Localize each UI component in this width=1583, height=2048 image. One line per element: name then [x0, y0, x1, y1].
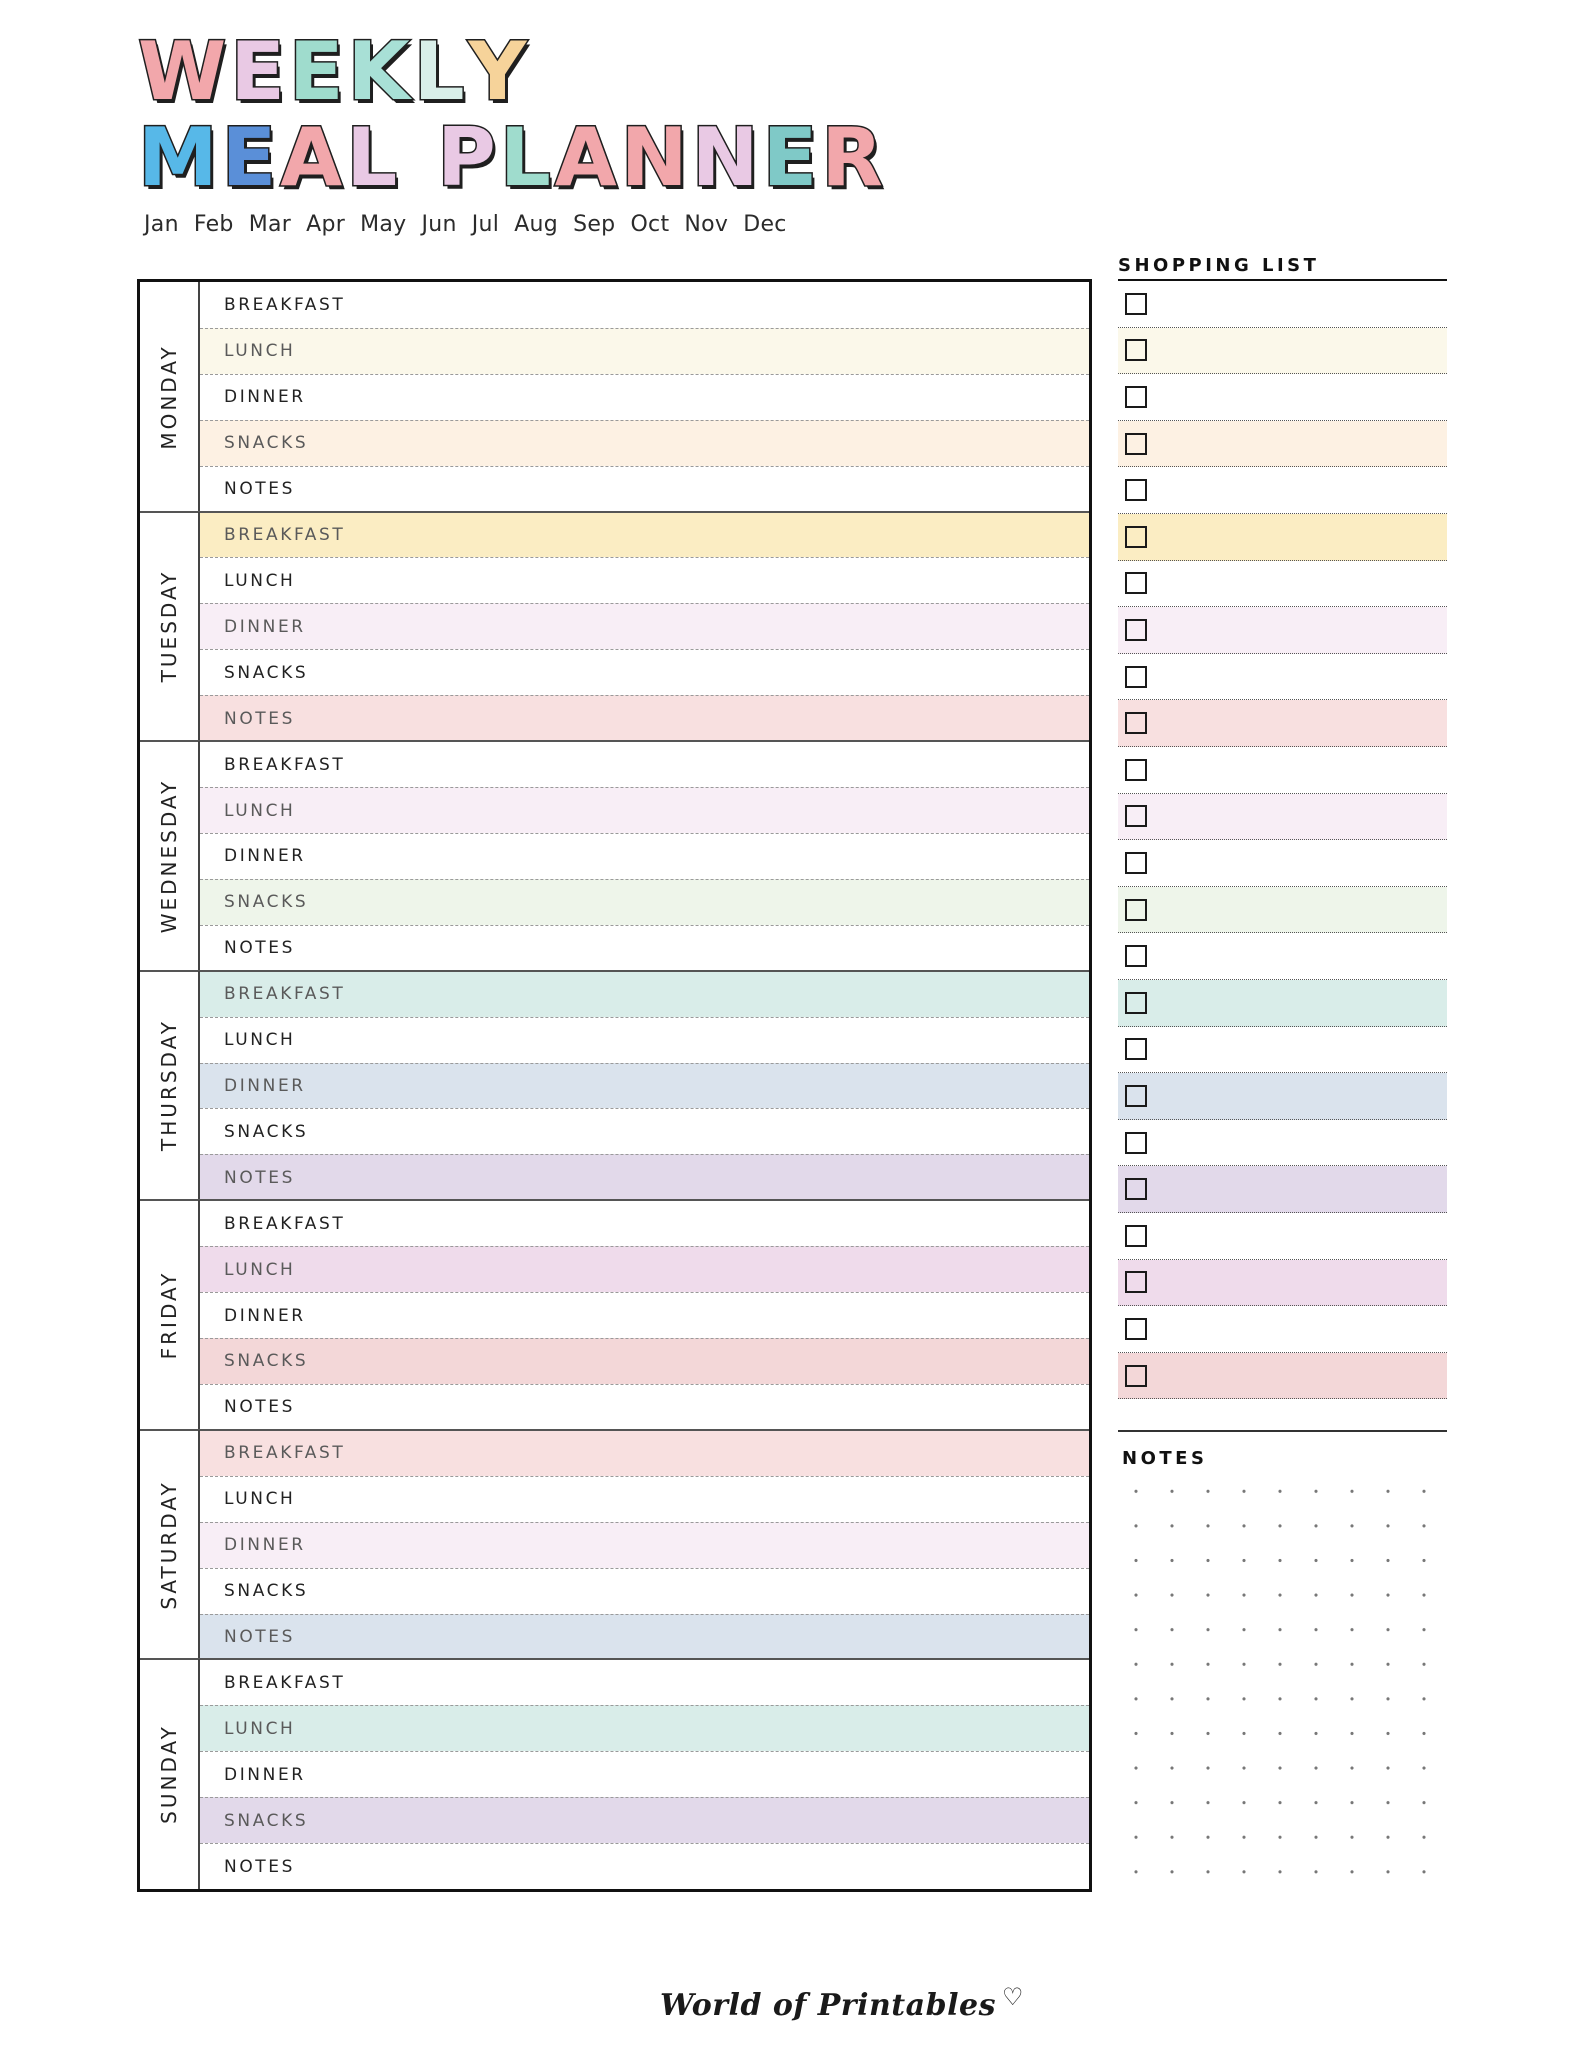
day-label: SATURDAY	[157, 1479, 181, 1610]
day-block-wednesday	[140, 741, 1089, 971]
shopping-list-item[interactable]	[1118, 1120, 1447, 1167]
meal-label: NOTES	[224, 1167, 296, 1188]
title-letter: E	[230, 25, 289, 118]
checkbox[interactable]	[1125, 712, 1147, 734]
meal-label: SNACKS	[224, 662, 309, 683]
brand-logo	[660, 1982, 1024, 2023]
title-letter: W	[138, 25, 231, 118]
notes-title: NOTES	[1122, 1448, 1208, 1469]
month-aug[interactable]: Aug	[514, 212, 559, 237]
shopping-list-item[interactable]	[1118, 421, 1447, 468]
checkbox[interactable]	[1125, 1038, 1147, 1060]
meal-label: BREAKFAST	[224, 754, 346, 775]
meal-row-breakfast[interactable]	[200, 1660, 1089, 1705]
meal-label: LUNCH	[224, 1489, 296, 1510]
day-label-column	[140, 1659, 200, 1889]
day-label-column	[140, 512, 200, 742]
month-selector	[144, 212, 802, 237]
day-label: SUNDAY	[157, 1724, 181, 1825]
checkbox[interactable]	[1125, 1178, 1147, 1200]
checkbox[interactable]	[1125, 572, 1147, 594]
meal-row-breakfast[interactable]	[200, 972, 1089, 1017]
day-label: MONDAY	[157, 344, 181, 450]
meal-row-dinner[interactable]	[200, 1751, 1089, 1797]
shopping-list-item[interactable]	[1118, 1213, 1447, 1260]
meal-row-snacks[interactable]	[200, 1338, 1089, 1384]
shopping-list-item[interactable]	[1118, 328, 1447, 375]
meal-label: SNACKS	[224, 892, 309, 913]
title-letter: E	[762, 111, 822, 204]
meal-row-dinner[interactable]	[200, 833, 1089, 879]
meal-label: DINNER	[224, 1764, 306, 1785]
meal-label: BREAKFAST	[224, 294, 346, 315]
checkbox[interactable]	[1125, 619, 1147, 641]
title-letter: L	[413, 25, 469, 118]
title-letter: E	[288, 25, 348, 118]
checkbox[interactable]	[1125, 339, 1147, 361]
checkbox[interactable]	[1125, 852, 1147, 874]
day-label-column	[140, 971, 200, 1201]
title-letter: M	[138, 111, 222, 204]
meal-row-lunch[interactable]	[200, 1017, 1089, 1063]
title-letter: L	[499, 111, 555, 204]
brand-text: World of Printables	[660, 1988, 996, 2023]
checkbox[interactable]	[1125, 386, 1147, 408]
checkbox[interactable]	[1125, 666, 1147, 688]
checkbox[interactable]	[1125, 1085, 1147, 1107]
meal-label: BREAKFAST	[224, 1672, 346, 1693]
meal-label: BREAKFAST	[224, 984, 346, 1005]
meal-row-notes[interactable]	[200, 1843, 1089, 1889]
day-label-column	[140, 741, 200, 971]
meal-row-snacks[interactable]	[200, 879, 1089, 925]
weekly-planner-grid	[137, 279, 1092, 1892]
notes-rule	[1118, 1430, 1447, 1432]
title-letter: N	[691, 111, 763, 204]
meal-label: DINNER	[224, 387, 306, 408]
checkbox[interactable]	[1125, 293, 1147, 315]
title-letter: L	[346, 111, 402, 204]
day-block-saturday	[140, 1430, 1089, 1660]
meal-label: BREAKFAST	[224, 525, 346, 546]
meal-label: DINNER	[224, 846, 306, 867]
day-block-sunday	[140, 1659, 1089, 1889]
meal-row-lunch[interactable]	[200, 1476, 1089, 1522]
meal-label: SNACKS	[224, 1121, 309, 1142]
meal-label: SNACKS	[224, 1351, 309, 1372]
meal-label: DINNER	[224, 1305, 306, 1326]
checkbox[interactable]	[1125, 899, 1147, 921]
title-letter: Y	[468, 25, 531, 118]
shopping-list-title: SHOPPING LIST	[1118, 255, 1320, 276]
checkbox[interactable]	[1125, 945, 1147, 967]
meal-label: BREAKFAST	[224, 1443, 346, 1464]
month-oct[interactable]: Oct	[630, 212, 670, 237]
title-letter: N	[620, 111, 692, 204]
shopping-list-item[interactable]	[1118, 1073, 1447, 1120]
checkbox[interactable]	[1125, 433, 1147, 455]
meal-row-lunch[interactable]	[200, 787, 1089, 833]
meal-label: LUNCH	[224, 1718, 296, 1739]
day-label: FRIDAY	[157, 1270, 181, 1360]
meal-row-breakfast[interactable]	[200, 742, 1089, 787]
page-title	[138, 25, 887, 204]
shopping-list-item[interactable]	[1118, 700, 1447, 747]
day-block-monday	[140, 282, 1089, 512]
checkbox[interactable]	[1125, 992, 1147, 1014]
month-feb[interactable]: Feb	[193, 212, 234, 237]
day-label-column	[140, 1430, 200, 1660]
meal-row-snacks[interactable]	[200, 420, 1089, 466]
meal-row-notes[interactable]	[200, 1614, 1089, 1660]
meal-row-snacks[interactable]	[200, 649, 1089, 695]
shopping-list-item[interactable]	[1118, 1306, 1447, 1353]
title-line-meal-planner	[138, 111, 887, 204]
shopping-list-item[interactable]	[1118, 607, 1447, 654]
heart-icon: ♡	[1001, 1982, 1024, 2011]
meal-label: SNACKS	[224, 1810, 309, 1831]
notes-dot-grid[interactable]	[1118, 1474, 1458, 1894]
month-jan[interactable]: Jan	[144, 212, 179, 237]
title-letter: A	[280, 111, 347, 204]
shopping-list-item[interactable]	[1118, 561, 1447, 608]
meal-row-notes[interactable]	[200, 466, 1089, 512]
day-label-column	[140, 282, 200, 512]
meal-label: NOTES	[224, 938, 296, 959]
day-block-friday	[140, 1200, 1089, 1430]
meal-label: LUNCH	[224, 1030, 296, 1051]
meal-row-dinner[interactable]	[200, 603, 1089, 649]
title-letter: A	[554, 111, 621, 204]
checkbox[interactable]	[1125, 805, 1147, 827]
meal-row-breakfast[interactable]	[200, 1201, 1089, 1246]
month-jul[interactable]: Jul	[471, 212, 500, 237]
day-label: TUESDAY	[157, 570, 181, 683]
meal-row-snacks[interactable]	[200, 1797, 1089, 1843]
meal-row-snacks[interactable]	[200, 1108, 1089, 1154]
shopping-list-item[interactable]	[1118, 1353, 1447, 1400]
meal-row-notes[interactable]	[200, 925, 1089, 971]
meal-row-notes[interactable]	[200, 695, 1089, 741]
meal-row-breakfast[interactable]	[200, 1431, 1089, 1476]
shopping-list-item[interactable]	[1118, 281, 1447, 328]
day-label-column	[140, 1200, 200, 1430]
shopping-list-item[interactable]	[1118, 980, 1447, 1027]
meal-label: NOTES	[224, 1397, 296, 1418]
shopping-list-item[interactable]	[1118, 887, 1447, 934]
meal-label: NOTES	[224, 1626, 296, 1647]
shopping-list-item[interactable]	[1118, 794, 1447, 841]
meal-row-lunch[interactable]	[200, 1705, 1089, 1751]
month-mar[interactable]: Mar	[248, 212, 292, 237]
meal-label: BREAKFAST	[224, 1213, 346, 1234]
title-letter: P	[437, 111, 500, 204]
meal-row-lunch[interactable]	[200, 1246, 1089, 1292]
title-letter: R	[821, 111, 887, 204]
shopping-list-item[interactable]	[1118, 374, 1447, 421]
checkbox[interactable]	[1125, 1132, 1147, 1154]
meal-label: DINNER	[224, 1535, 306, 1556]
meal-label: NOTES	[224, 708, 296, 729]
shopping-list-item[interactable]	[1118, 1260, 1447, 1307]
shopping-list-item[interactable]	[1118, 514, 1447, 561]
meal-row-lunch[interactable]	[200, 328, 1089, 374]
meal-row-dinner[interactable]	[200, 374, 1089, 420]
day-block-tuesday	[140, 512, 1089, 742]
meal-label: LUNCH	[224, 800, 296, 821]
checkbox[interactable]	[1125, 479, 1147, 501]
meal-label: DINNER	[224, 616, 306, 637]
meal-row-lunch[interactable]	[200, 557, 1089, 603]
title-line-weekly	[138, 25, 887, 118]
checkbox[interactable]	[1125, 759, 1147, 781]
meal-row-notes[interactable]	[200, 1154, 1089, 1200]
meal-row-breakfast[interactable]	[200, 282, 1089, 328]
day-block-thursday	[140, 971, 1089, 1201]
meal-row-dinner[interactable]	[200, 1063, 1089, 1109]
checkbox[interactable]	[1125, 1225, 1147, 1247]
day-label: WEDNESDAY	[157, 778, 181, 934]
checkbox[interactable]	[1125, 526, 1147, 548]
meal-row-breakfast[interactable]	[200, 513, 1089, 558]
checkbox[interactable]	[1125, 1365, 1147, 1387]
checkbox[interactable]	[1125, 1271, 1147, 1293]
shopping-list-item[interactable]	[1118, 933, 1447, 980]
meal-row-notes[interactable]	[200, 1384, 1089, 1430]
shopping-list-item[interactable]	[1118, 467, 1447, 514]
day-label: THURSDAY	[157, 1019, 181, 1152]
meal-label: LUNCH	[224, 570, 296, 591]
month-may[interactable]: May	[360, 212, 407, 237]
month-sep[interactable]: Sep	[573, 212, 616, 237]
shopping-list-item[interactable]	[1118, 1027, 1447, 1074]
meal-label: LUNCH	[224, 341, 296, 362]
shopping-list-item[interactable]	[1118, 654, 1447, 701]
title-letter: K	[347, 25, 414, 118]
meal-row-snacks[interactable]	[200, 1568, 1089, 1614]
shopping-list-item[interactable]	[1118, 840, 1447, 887]
shopping-list-item[interactable]	[1118, 747, 1447, 794]
meal-row-dinner[interactable]	[200, 1522, 1089, 1568]
title-letter: E	[221, 111, 281, 204]
meal-label: SNACKS	[224, 1581, 309, 1602]
checkbox[interactable]	[1125, 1318, 1147, 1340]
month-jun[interactable]: Jun	[421, 212, 457, 237]
shopping-list-item[interactable]	[1118, 1166, 1447, 1213]
meal-label: SNACKS	[224, 433, 309, 454]
month-apr[interactable]: Apr	[306, 212, 346, 237]
month-dec[interactable]: Dec	[743, 212, 787, 237]
meal-label: LUNCH	[224, 1259, 296, 1280]
meal-row-dinner[interactable]	[200, 1292, 1089, 1338]
meal-label: DINNER	[224, 1075, 306, 1096]
meal-label: NOTES	[224, 1856, 296, 1877]
month-nov[interactable]: Nov	[684, 212, 729, 237]
meal-label: NOTES	[224, 479, 296, 500]
